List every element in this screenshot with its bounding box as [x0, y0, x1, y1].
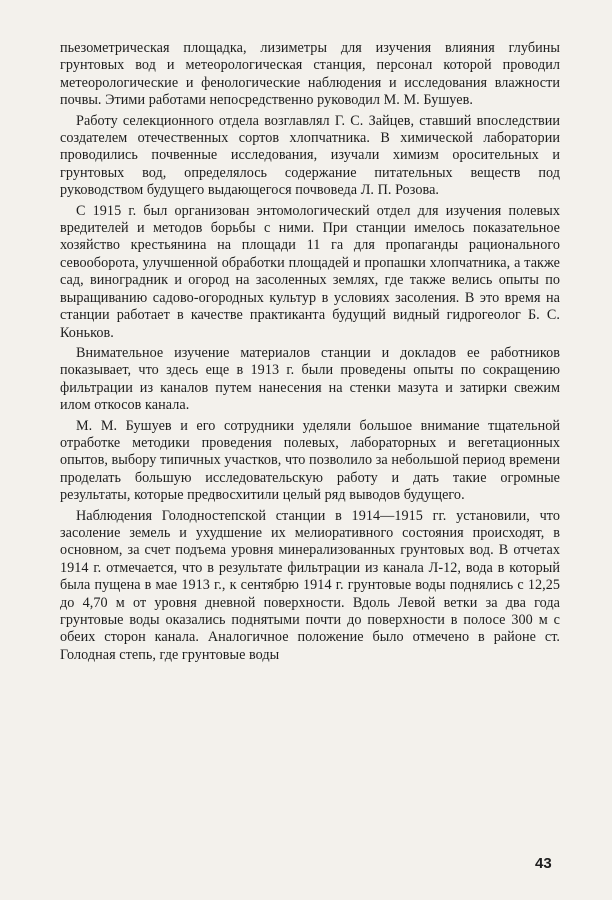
paragraph-6: Наблюдения Голодностепской станции в 1914—1915 гг. установили, что засоление земель и ухудшение их мелиоративного состояния происходят, в основном, за счет подъема уровня минерализованных грунтовых вод. В отчетах 1914 г. отмечается, что в результате фильтрации из канала Л-12, вода в который была пущена в мае 1913 г., к сентябрю 1914 г. грунтовые воды поднялись с 12,25 до 4,70 м от уровня дневной поверхности. Вдоль Левой ветки за два года грунтовые воды оказались поднятыми почти до поверхности в полосе 300 м с обеих сторон канала. Аналогичное положение было отмечено в районе ст. Голодная степь, где грунтовые воды [60, 507, 560, 663]
paragraph-3: С 1915 г. был организован энтомологический отдел для изучения полевых вредителей и методов борьбы с ними. При станции имелось показательное хозяйство крестьянина на площади 11 га для пропаганды рационального севооборота, улучшенной обработки площадей и пропашки хлопчатника, а также сад, виноградник и огород на засоленных землях, где также велись опыты по выращиванию садово-огородных культур в условиях засоления. В это время на станции работает в качестве практиканта будущий видный гидрогеолог Б. С. Коньков. [60, 202, 560, 341]
paragraph-2: Работу селекционного отдела возглавлял Г. С. Зайцев, ставший впоследствии создателем отечественных сортов хлопчатника. В химической лаборатории проводились почвенные исследования, изучали химизм оросительных и грунтовых вод, определялось содержание питательных веществ под руководством будущего выдающегося почвоведа Л. П. Розова. [60, 112, 560, 199]
paragraph-4: Внимательное изучение материалов станции и докладов ее работников показывает, что здесь еще в 1913 г. были проведены опыты по сокращению фильтрации из каналов путем нанесения на стенки мазута и затирки свежим илом откосов канала. [60, 344, 560, 414]
page-number: 43 [535, 855, 552, 872]
paragraph-1: пьезометрическая площадка, лизиметры для изучения влияния глубины грунтовых вод и метеорологическая станция, персонал которой проводил метеорологические и фенологические наблюдения и исследования влажности почвы. Этими работами непосредственно руководил М. М. Бушуев. [60, 40, 560, 109]
paragraph-5: М. М. Бушуев и его сотрудники уделяли большое внимание тщательной отработке методики проведения полевых, лабораторных и вегетационных опытов, выбору типичных участков, что позволило за небольшой период времени проделать большую исследовательскую работу и дать такие огромные результаты, которые предвосхитили целый ряд выводов будущего. [60, 417, 560, 504]
body-text [60, 40, 560, 667]
